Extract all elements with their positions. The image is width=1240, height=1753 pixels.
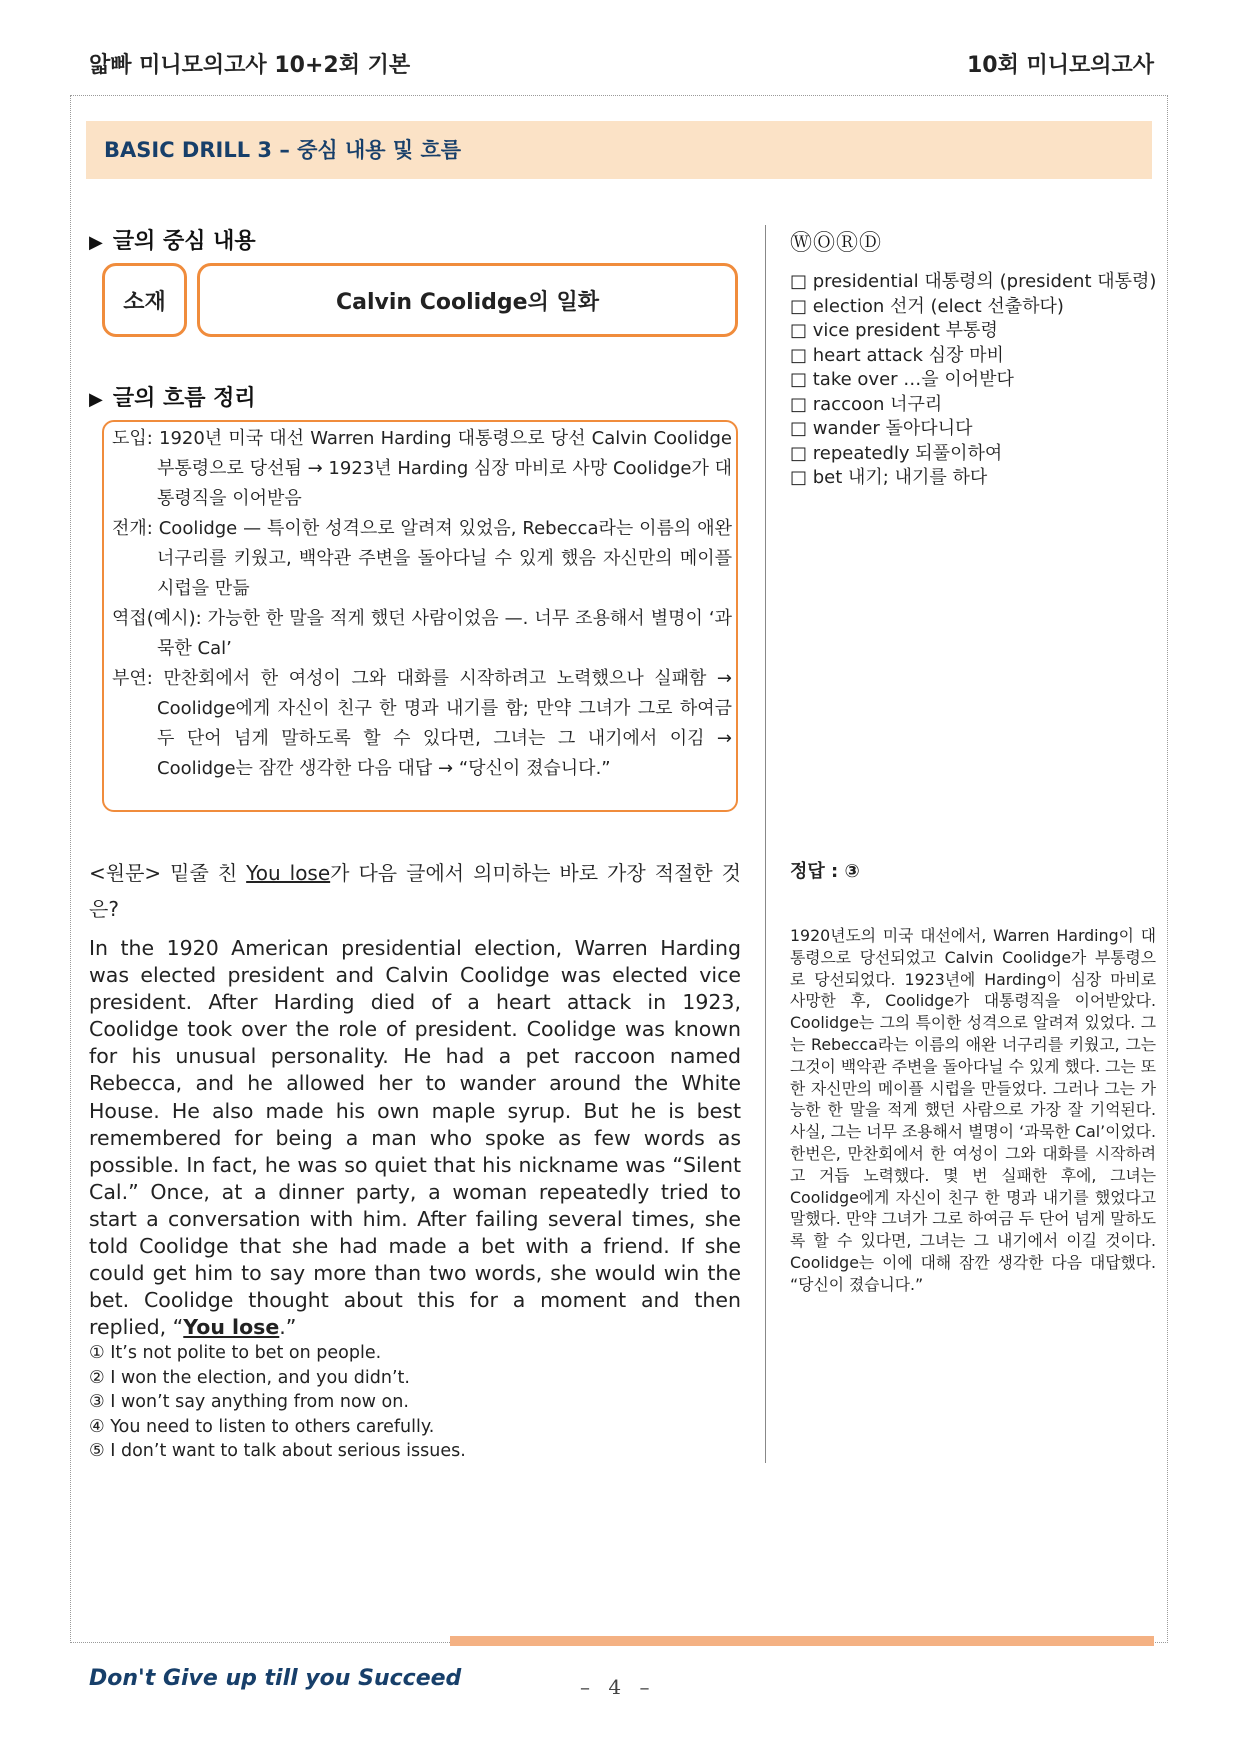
- footer-accent-bar: [450, 1636, 1154, 1646]
- checkbox-icon: □: [790, 393, 808, 415]
- word-item: □ heart attack 심장 마비: [790, 344, 1004, 366]
- passage-text: In the 1920 American presidential election, Warren Harding was elected president and Calvin Coolidge was elected vice president. After Harding died of a heart attack in 1923, Coolidge took over the role of president. Coolidge was known for his unusual personality. He had a pet raccoon named Rebecca, and he allowed her to wander around the White House. He also made his own maple syrup. But he is best remembered for being a man who spoke as few words as possible. In fact, he was so quiet that his nickname was “Silent Cal.” Once, at a dinner party, a woman repeatedly tried to start a conversation with him. After failing several times, she told Coolidge that she had made a bet with a friend. If she could get him to say more than two words, she would win the bet. Coolidge thought about this for a moment and then replied, “You lose.”: [89, 936, 741, 1340]
- word-item: □ raccoon 너구리: [790, 393, 943, 415]
- choice-2: ② I won the election, and you didn’t.: [89, 1367, 410, 1388]
- word-list-title: ⓌⓄⓇⒹ: [790, 231, 883, 256]
- answer-key: 정답 : ③: [790, 861, 860, 882]
- footer-slogan: Don't Give up till you Succeed: [89, 1666, 462, 1691]
- triangle-bullet-icon: ▶: [89, 232, 103, 253]
- word-item: □ bet 내기; 내기를 하다: [790, 467, 988, 488]
- word-item: □ wander 돌아다니다: [790, 418, 973, 439]
- checkbox-icon: □: [790, 467, 808, 488]
- flow-item-development: 전개: Coolidge — 특이한 성격으로 알려져 있었음, Rebecca라는 이름의 애완 너구리를 키웠고, 백악관 주변을 돌아다닐 수 있게 했음 자신만의 메이플 시럽을 만듦: [112, 518, 732, 599]
- choice-5: ⑤ I don’t want to talk about serious issues.: [89, 1441, 466, 1461]
- flow-heading-text: 글의 흐름 정리: [112, 386, 256, 411]
- topic-label: 소재: [123, 289, 166, 315]
- word-list: [790, 270, 1156, 491]
- topic-value-box: [197, 263, 738, 337]
- checkbox-icon: □: [790, 369, 808, 390]
- flow-summary-box: [102, 420, 738, 812]
- header-right-title: 10회 미니모의고사: [966, 53, 1154, 78]
- word-item: □ presidential 대통령의 (president 대통령): [790, 271, 1157, 292]
- choice-4: ④ You need to listen to others carefully.: [89, 1416, 435, 1437]
- flow-item-contrast: 역접(예시): 가능한 한 말을 적게 했던 사람이었음 —. 너무 조용해서 별명이 ‘과묵한 Cal’: [112, 608, 732, 659]
- main-idea-heading-text: 글의 중심 내용: [112, 229, 256, 254]
- flow-heading: [89, 381, 256, 412]
- word-item: □ take over …을 이어받다: [790, 369, 1014, 390]
- main-idea-heading: [89, 224, 256, 255]
- checkbox-icon: □: [790, 418, 808, 439]
- korean-translation: 1920년도의 미국 대선에서, Warren Harding이 대통령으로 당선되었고 Calvin Coolidge가 부통령으로 당선되었다. 1923년에 Harding이 심장 마비로 사망한 후, Coolidge가 대통령직을 이어받았다. Coolidge는 그의 특이한 성격으로 알려져 있었다. 그는 Rebecca라는 이름의 애완 너구리를 키웠고, 그는 그것이 백악관 주변을 돌아다닐 수 있게 했다. 그는 또한 자신만의 메이플 시럽을 만들었다. 그러나 그는 가능한 한 말을 적게 했던 사람으로 가장 잘 기억된다. 사실, 그는 너무 조용해서 별명이 ‘과묵한 Cal’이었다. 한번은, 만찬회에서 한 여성이 그와 대화를 시작하려고 거듭 노력했다. 몇 번 실패한 후에, 그녀는 Coolidge에게 자신이 친구 한 명과 내기를 했었다고 말했다. 만약 그녀가 그로 하여금 두 단어 넘게 말하도록 할 수 있다면, 그녀는 그 내기에서 이길 것이다. Coolidge는 이에 대해 잠깐 생각한 다음 대답했다. “당신이 졌습니다.”: [790, 926, 1156, 1294]
- word-item: □ repeatedly 되풀이하여: [790, 442, 1003, 464]
- checkbox-icon: □: [790, 344, 808, 366]
- word-item: □ election 선거 (elect 선출하다): [790, 295, 1064, 317]
- answer-choices: [89, 1341, 466, 1464]
- answer-phrase: You lose: [183, 1315, 280, 1340]
- topic-value: Calvin Coolidge의 일화: [335, 289, 600, 315]
- checkbox-icon: □: [790, 295, 808, 317]
- choice-1: ① It’s not polite to bet on people.: [89, 1343, 382, 1363]
- topic-label-box: [102, 263, 187, 337]
- header-left-title: 앏빠 미니모의고사 10+2회 기본: [89, 53, 411, 78]
- section-banner: BASIC DRILL 3 – 중심 내용 및 흐름: [86, 121, 1152, 179]
- question-prompt: <원문> 밑줄 친 You lose가 다음 글에서 의미하는 바로 가장 적절한 것은?: [89, 861, 741, 921]
- flow-item-elaboration: 부연: 만찬회에서 한 여성이 그와 대화를 시작하려고 노력했으나 실패함 → Coolidge에게 자신이 친구 한 명과 내기를 함; 만약 그녀가 그로 하여금 두 단어 넘게 말하도록 할 수 있다면, 그녀는 그 내기에서 이김 → Coolidge는 잠깐 생각한 다음 대답 → “당신이 졌습니다.”: [112, 668, 732, 779]
- checkbox-icon: □: [790, 442, 808, 464]
- word-item: □ vice president 부통령: [790, 320, 998, 341]
- checkbox-icon: □: [790, 320, 808, 341]
- choice-3: ③ I won’t say anything from now on.: [89, 1392, 409, 1412]
- triangle-bullet-icon: ▶: [89, 389, 103, 410]
- flow-item-intro: 도입: 1920년 미국 대선 Warren Harding 대통령으로 당선 Calvin Coolidge 부통령으로 당선됨 → 1923년 Harding 심장 마비로 사망 Coolidge가 대통령직을 이어받음: [112, 428, 732, 509]
- page-number: – 4 –: [580, 1675, 656, 1699]
- checkbox-icon: □: [790, 271, 808, 292]
- column-divider: [765, 225, 766, 1463]
- underlined-phrase: You lose: [246, 861, 331, 885]
